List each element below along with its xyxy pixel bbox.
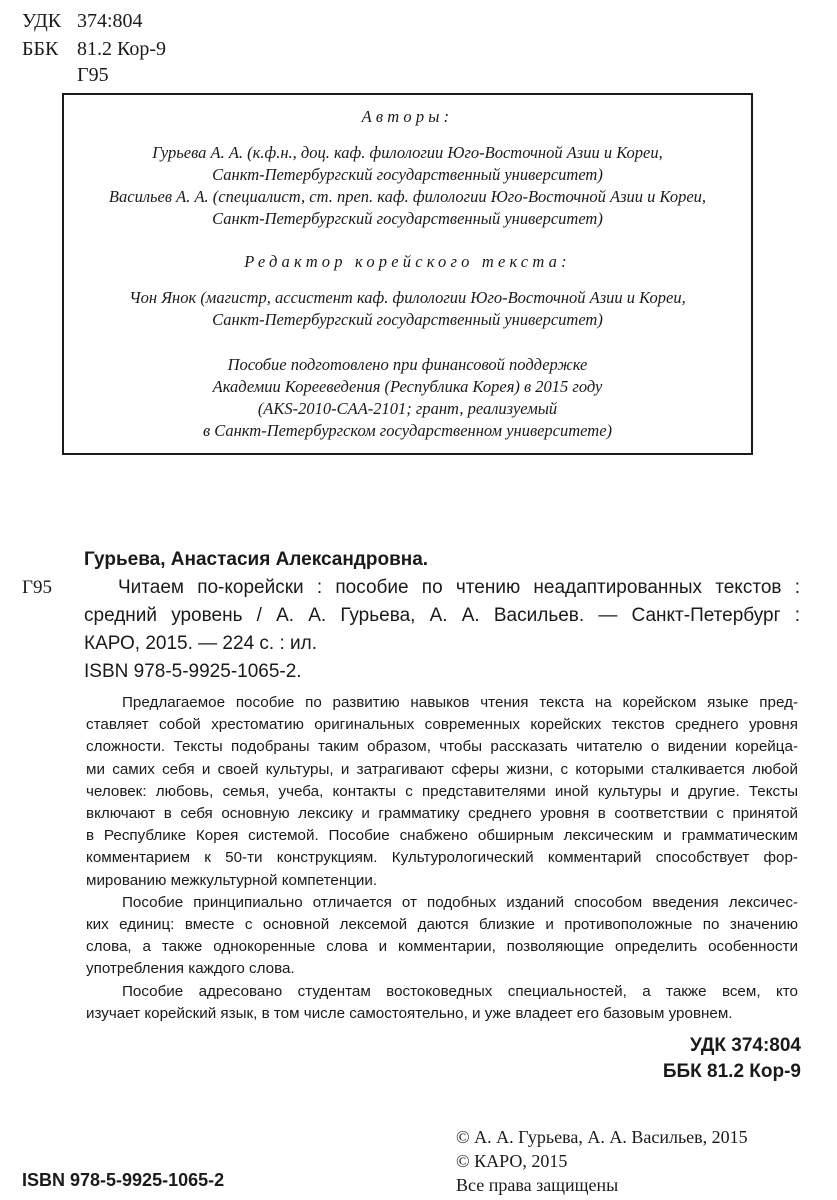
editor-heading: Редактор корейского текста:	[244, 252, 571, 271]
support-line: Пособие подготовлено при финансовой поддержке	[227, 355, 588, 374]
annotation-paragraph	[86, 692, 798, 892]
support-line: Академии Корееведения (Республика Корея) в 2015 году	[212, 377, 603, 396]
annotation-line: Пособие принципиально отличается от подобных изданий способом введения лексичес-	[122, 893, 798, 911]
bottom-bbk: ББК 81.2 Кор-9	[662, 1061, 801, 1082]
bib-author-heading: Гурьева, Анастасия Александровна.	[84, 549, 429, 570]
support-line: (AKS-2010-CAA-2101; грант, реализуемый	[257, 399, 558, 418]
editor-line: Санкт-Петербургский государственный университет)	[212, 310, 603, 329]
bbk-value: 81.2 Кор-9	[77, 38, 167, 60]
bottom-udk: УДК 374:804	[690, 1035, 801, 1056]
annotation-line: слова, а также однокоренные слова и комментарии, позволяющие определить особенности	[86, 938, 798, 956]
udk-value: 374:804	[77, 10, 143, 32]
author-line: Санкт-Петербургский государственный университет)	[212, 165, 603, 184]
annotation-paragraph	[86, 981, 798, 1025]
authors-box	[62, 93, 753, 455]
bbk-row	[22, 38, 166, 60]
bib-description-line: Читаем по-корейски : пособие по чтению неадаптированных текстов :	[118, 577, 800, 598]
author-line: Санкт-Петербургский государственный университет)	[212, 209, 603, 228]
udk-row	[22, 10, 143, 32]
bib-mark: Г95	[22, 577, 52, 598]
rights-reserved: Все права защищены	[456, 1175, 619, 1195]
annotation-line: человек: любовь, семья, учеба, контакты с представителями иной культуры и другие. Тексты	[86, 782, 798, 800]
annotation-line: сложности. Тексты подобраны таким образом, чтобы рассказать читателю о видении корейца-	[86, 738, 798, 756]
annotation-line: в Республике Корея системой. Пособие снабжено обширным лексическим и грамматическим	[86, 827, 798, 845]
isbn-bottom: ISBN 978-5-9925-1065-2	[22, 1170, 225, 1190]
support-line: в Санкт-Петербургском государственном университете)	[202, 421, 613, 440]
copyright-line: © КАРО, 2015	[456, 1151, 568, 1171]
udk-label: УДК	[22, 10, 62, 32]
annotation-line: ми самих себя и своей культуры, и затрагивают сферы жизни, с которыми сталкивается любой	[86, 760, 798, 778]
editor-line: Чон Янок (магистр, ассистент каф. филологии Юго-Восточной Азии и Кореи,	[129, 288, 686, 307]
annotation-line: мированию межкультурной компетенции.	[86, 871, 378, 889]
annotation-line: изучает корейский язык, в том числе самостоятельно, и уже владеет его базовым уровнем.	[86, 1004, 733, 1022]
annotation-paragraph	[86, 892, 798, 981]
annotation-line: употребления каждого слова.	[86, 960, 295, 978]
annotation-line: включают в себя основную лексику и грамматику среднего уровня в соответствии с принятой	[86, 805, 798, 823]
author-mark: Г95	[77, 64, 109, 86]
annotation-line: ставляет собой хрестоматию оригинальных современных корейских текстов среднего уровня	[86, 716, 798, 734]
annotation-line: Предлагаемое пособие по развитию навыков чтения текста на корейском языке пред-	[122, 694, 798, 711]
annotation-line: ких единиц: вместе с основной лексемой даются близкие и противоположные по значению	[86, 916, 798, 934]
author-line: Васильев А. А. (специалист, ст. преп. каф. филологии Юго-Восточной Азии и Кореи,	[108, 187, 707, 206]
annotation-line: комментарием к 50-ти конструкциям. Культурологический комментарий способствует фор-	[86, 849, 798, 867]
authors-heading: Авторы:	[361, 107, 454, 126]
bib-isbn: ISBN 978-5-9925-1065-2.	[84, 661, 302, 682]
annotation	[86, 692, 798, 1025]
bib-description-line: КАРО, 2015. — 224 с. : ил.	[84, 633, 318, 654]
copyright-line: © А. А. Гурьева, А. А. Васильев, 2015	[456, 1127, 748, 1147]
author-line: Гурьева А. А. (к.ф.н., доц. каф. филологии Юго-Восточной Азии и Кореи,	[152, 143, 663, 162]
bib-description-line: средний уровень / А. А. Гурьева, А. А. Васильев. — Санкт-Петербург :	[84, 605, 800, 626]
bbk-label: ББК	[22, 38, 59, 60]
annotation-line: Пособие адресовано студентам востоковедных специальностей, а также всем, кто	[122, 982, 798, 1000]
